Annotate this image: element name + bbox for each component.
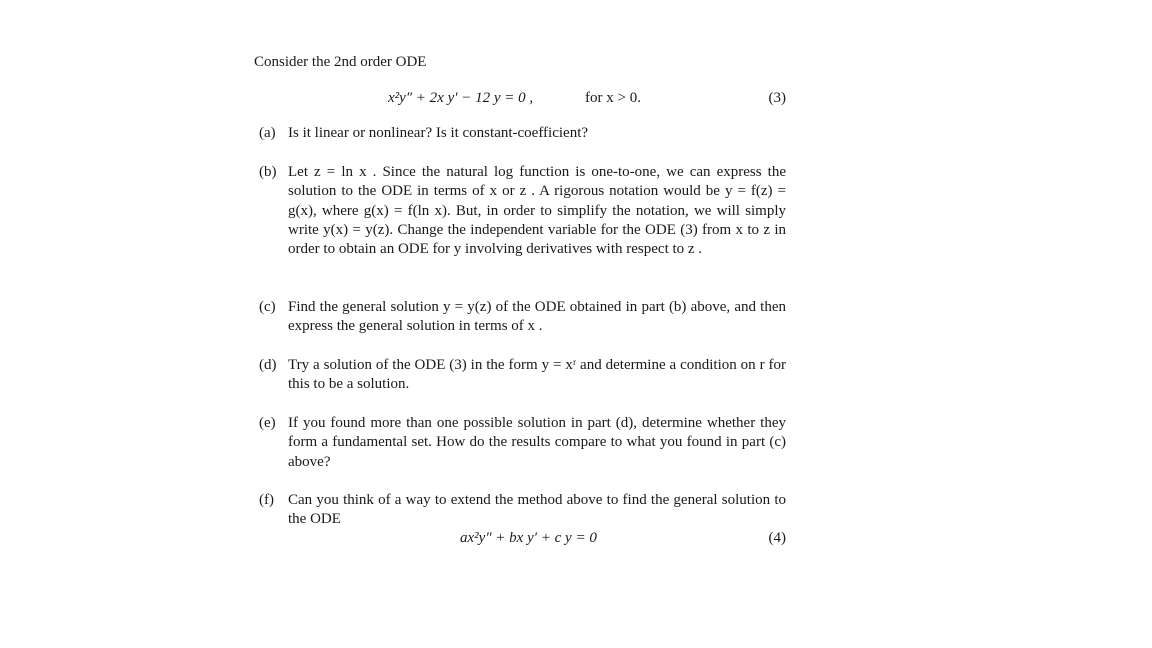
equation-4-number: (4) <box>768 530 786 546</box>
part-f-text: Can you think of a way to extend the method above to find the general solution to the ODE <box>288 492 786 528</box>
part-e <box>259 414 786 472</box>
equation-3 <box>388 89 786 109</box>
equation-3-number: (3) <box>768 90 786 106</box>
part-a-text: Is it linear or nonlinear? Is it constant-coefficient? <box>288 125 589 141</box>
part-c <box>259 298 786 337</box>
part-c-text: Find the general solution y = y(z) of the ODE obtained in part (b) above, and then express the general solution in terms of x . <box>288 299 786 335</box>
part-c-label: (c) <box>259 299 276 315</box>
part-d <box>259 356 786 395</box>
part-f <box>259 491 786 530</box>
part-b-text: Let z = ln x . Since the natural log function is one-to-one, we can express the solution to the ODE in terms of x or z . A rigorous notation would be y = f(z) = g(x), where g(x) = f(ln x). But, in order to simplify the notation, we will simply write y(x) = y(z). Change the independent variable for the ODE (3) from x to z in order to obtain an ODE for y involving derivatives with respect to z . <box>288 164 786 258</box>
part-b-label: (b) <box>259 164 277 180</box>
equation-4-lhs: ax²y″ + bx y′ + c y = 0 <box>460 530 597 546</box>
equation-4 <box>460 529 786 549</box>
part-b <box>259 163 786 259</box>
part-d-label: (d) <box>259 357 277 373</box>
part-a-label: (a) <box>259 125 276 141</box>
part-e-text: If you found more than one possible solution in part (d), determine whether they form a fundamental set. How do the results compare to what you found in part (c) above? <box>288 415 786 470</box>
equation-3-condition: for x > 0. <box>585 90 641 106</box>
part-a <box>259 124 786 143</box>
part-e-label: (e) <box>259 415 276 431</box>
part-d-text: Try a solution of the ODE (3) in the form y = xʳ and determine a condition on r for this to be a solution. <box>288 357 786 393</box>
intro-text: Consider the 2nd order ODE <box>254 54 427 70</box>
part-f-label: (f) <box>259 492 274 508</box>
equation-3-lhs: x²y″ + 2x y′ − 12 y = 0 , <box>388 90 534 106</box>
